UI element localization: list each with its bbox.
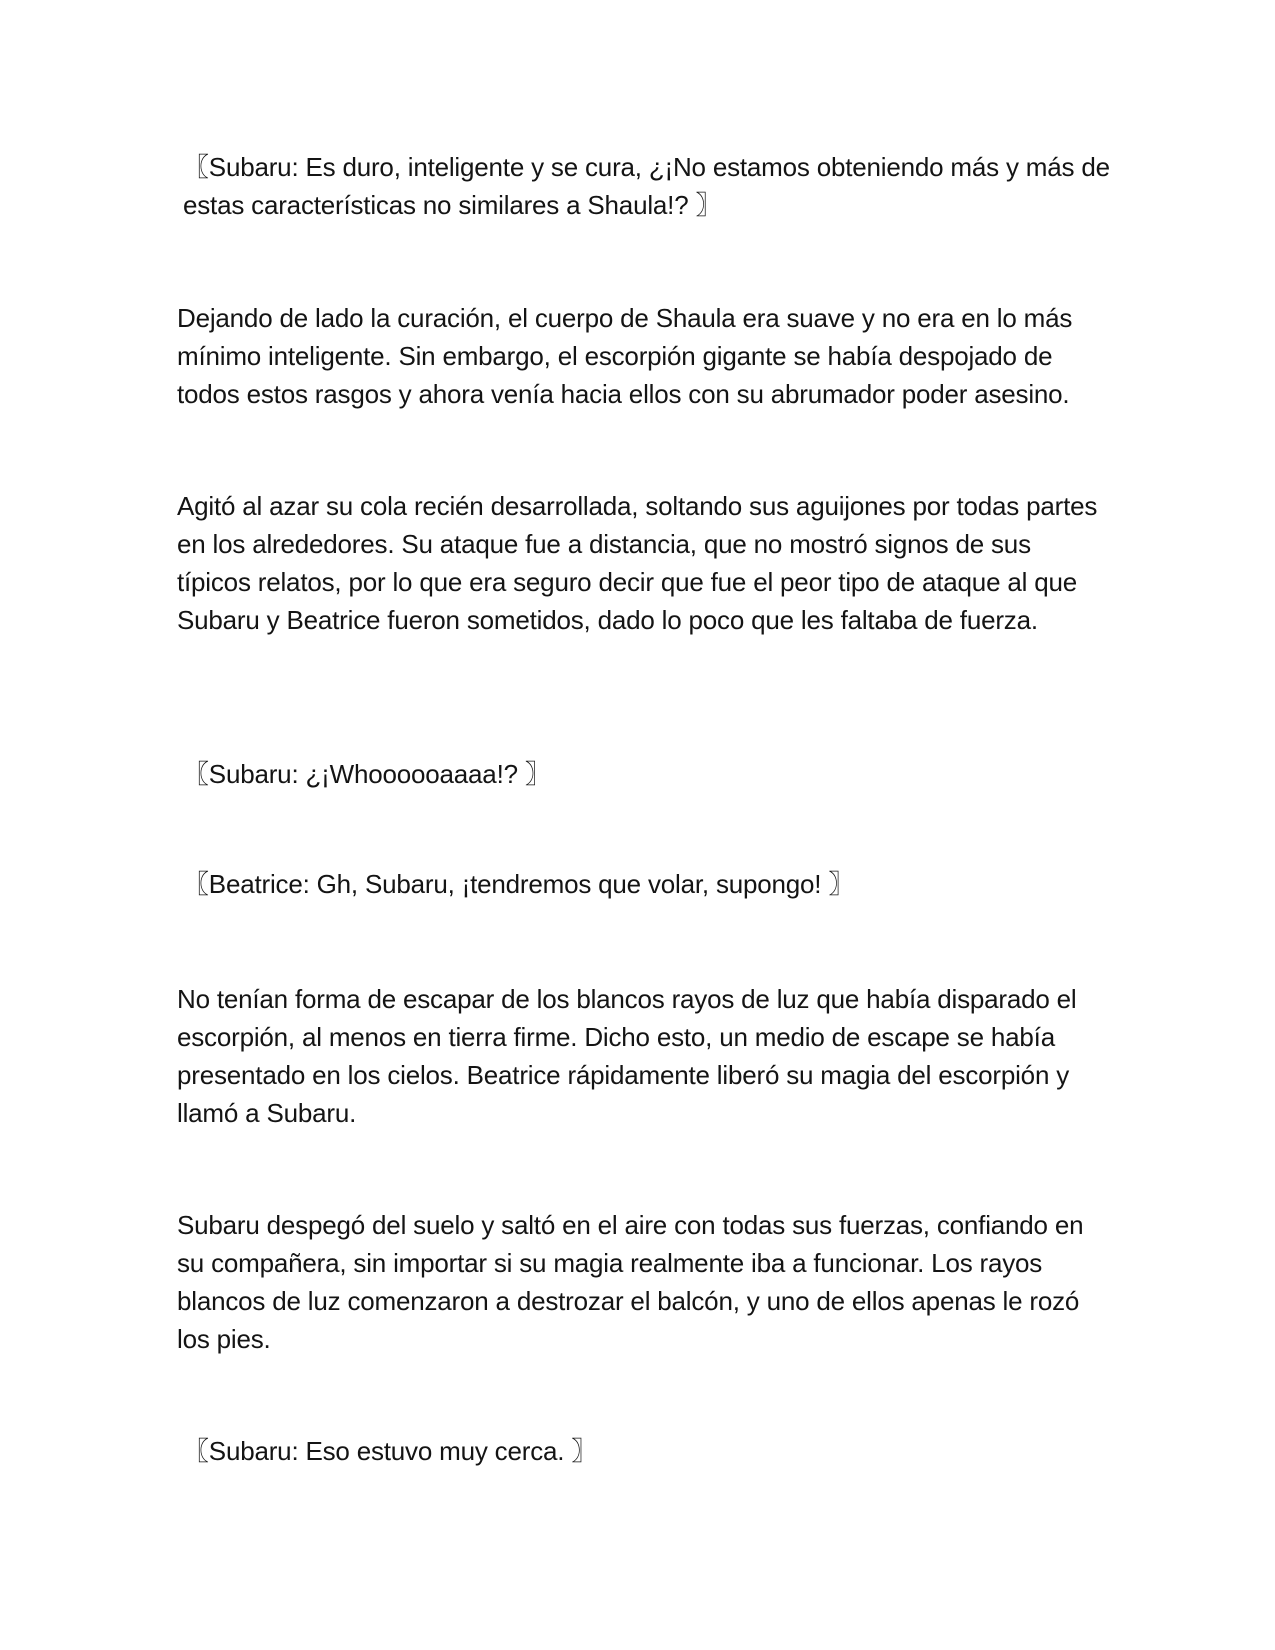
narration-paragraph-3: No tenían forma de escapar de los blancos rayos de luz que había disparado el escorpión, al menos en tierra firme. Dicho esto, un medio de escape se había presentado en los cielos. Beatrice rápidamente liberó su magia del escorpión y llamó a Subaru.: [177, 984, 1077, 1128]
narration-paragraph-2: Agitó al azar su cola recién desarrollada, soltando sus aguijones por todas partes en los alrededores. Su ataque fue a distancia, que no mostró signos de sus típicos relatos, por lo que era seguro decir que fue el peor tipo de ataque al que Subaru y Beatrice fueron sometidos, dado lo poco que les faltaba de fuerza.: [177, 491, 1098, 635]
narration-paragraph-4: Subaru despegó del suelo y saltó en el aire con todas sus fuerzas, confiando en su compañera, sin importar si su magia realmente iba a funcionar. Los rayos blancos de luz comenzaron a destrozar el balcón, y uno de ellos apenas le rozó los pies.: [177, 1210, 1084, 1354]
narration-paragraph-1: Dejando de lado la curación, el cuerpo de Shaula era suave y no era en lo más mínimo inteligente. Sin embargo, el escorpión gigante se había despojado de todos estos rasgos y ahora venía hacia ellos con su abrumador poder asesino.: [177, 303, 1073, 409]
dialogue-subaru-1: 〖Subaru: Es duro, inteligente y se cura, ¿¡No estamos obteniendo más y más de estas características no similares a Shaula!? 〗: [183, 152, 1110, 220]
dialogue-subaru-3: 〖Subaru: Eso estuvo muy cerca. 〗: [183, 1436, 598, 1466]
dialogue-subaru-2: 〖Subaru: ¿¡Whoooooaaaa!? 〗: [183, 759, 551, 789]
dialogue-beatrice-1: 〖Beatrice: Gh, Subaru, ¡tendremos que volar, supongo! 〗: [183, 869, 855, 899]
